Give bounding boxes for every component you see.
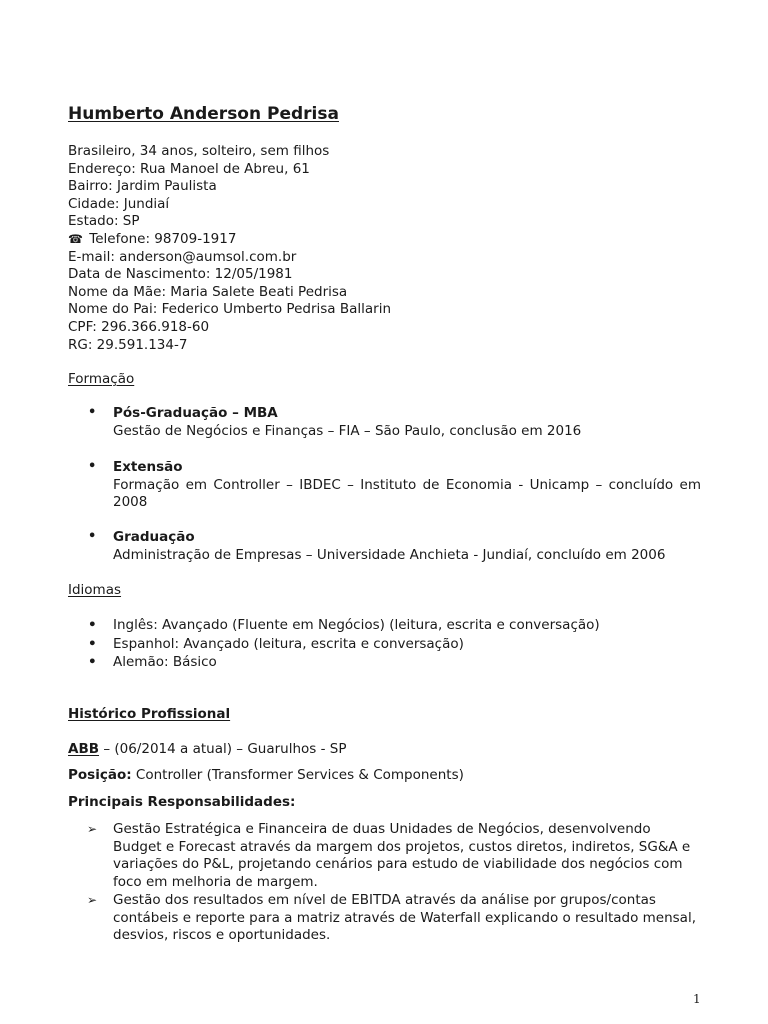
section-title-idiomas: Idiomas [68, 582, 122, 598]
responsibility-item [87, 892, 701, 945]
responsibility-text: Gestão Estratégica e Financeira de duas Unidades de Negócios, desenvolvendo Budget e Forecast através da margem dos projetos, custos diretos, indiretos, SG&A e variações do P&L, projetando cenários para estudo de viabilidade dos negócios com foco em melhoria de margem. [113, 821, 691, 890]
education-title: Extensão [113, 459, 183, 475]
personal-line: E-mail: anderson@aumsol.com.br [68, 248, 297, 265]
personal-line: Cidade: Jundiaí [68, 195, 170, 212]
personal-line: Bairro: Jardim Paulista [68, 178, 217, 195]
company-name: ABB [68, 741, 100, 757]
personal-line: CPF: 296.366.918-60 [68, 318, 210, 335]
responsibility-item [87, 821, 701, 891]
language-item [88, 616, 600, 635]
company-line [68, 741, 346, 757]
personal-line: Brasileiro, 34 anos, solteiro, sem filhos [68, 143, 330, 159]
personal-line-phone [68, 231, 391, 249]
language-text: Espanhol: Avançado (leitura, escrita e conversação) [113, 635, 464, 652]
personal-line: Nome da Mãe: Maria Salete Beati Pedrisa [68, 283, 348, 300]
personal-line: Nome do Pai: Federico Umberto Pedrisa Ballarin [68, 301, 392, 318]
education-desc: Gestão de Negócios e Finanças – FIA – São Paulo, conclusão em 2016 [113, 422, 582, 439]
education-item [113, 405, 701, 440]
education-title: Pós-Graduação – MBA [113, 405, 278, 421]
bullet-icon: • [88, 635, 97, 652]
language-text: Inglês: Avançado (Fluente em Negócios) (leitura, escrita e conversação) [113, 617, 600, 633]
personal-line: Estado: SP [68, 213, 140, 230]
bullet-icon: • [88, 654, 97, 670]
education-desc: Formação em Controller – IBDEC – Instituto de Economia - Unicamp – concluído em 2008 [113, 476, 701, 510]
phone-icon: ☎ [68, 231, 83, 246]
education-item [113, 459, 701, 512]
section-title-formacao: Formação [68, 371, 135, 387]
personal-line: RG: 29.591.134-7 [68, 336, 188, 353]
bullet-icon: • [88, 405, 97, 420]
education-desc: Administração de Empresas – Universidade Anchieta - Jundiaí, concluído em 2006 [113, 546, 666, 563]
page-number: 1 [693, 992, 701, 1006]
bullet-icon: • [88, 617, 97, 633]
personal-line: Endereço: Rua Manoel de Abreu, 61 [68, 160, 310, 177]
arrow-bullet-icon: ➢ [87, 822, 98, 836]
section-title-historico: Histórico Profissional [68, 706, 231, 722]
responsibilities-title: Principais Responsabilidades: [68, 794, 296, 810]
language-list [88, 616, 600, 672]
education-title: Graduação [113, 529, 195, 545]
language-item [88, 635, 600, 654]
language-item [88, 653, 600, 672]
personal-info [68, 143, 391, 354]
personal-line: Data de Nascimento: 12/05/1981 [68, 266, 293, 283]
candidate-name: Humberto Anderson Pedrisa [68, 104, 339, 124]
responsibility-text: Gestão dos resultados em nível de EBITDA através da análise por grupos/contas contábeis e reporte para a matriz através de Waterfall explicando o resultado mensal, desvios, riscos e oportunidades. [113, 892, 696, 944]
bullet-icon: • [88, 529, 97, 544]
phone-text: Telefone: 98709-1917 [89, 230, 237, 247]
arrow-bullet-icon: ➢ [87, 893, 98, 907]
bullet-icon: • [88, 459, 97, 474]
position-value: Controller (Transformer Services & Components) [131, 767, 464, 783]
position-line [68, 767, 464, 783]
position-label: Posição: [68, 767, 132, 783]
language-text: Alemão: Básico [113, 654, 217, 670]
education-item [113, 529, 701, 564]
company-detail: – (06/2014 a atual) – Guarulhos - SP [99, 741, 347, 757]
